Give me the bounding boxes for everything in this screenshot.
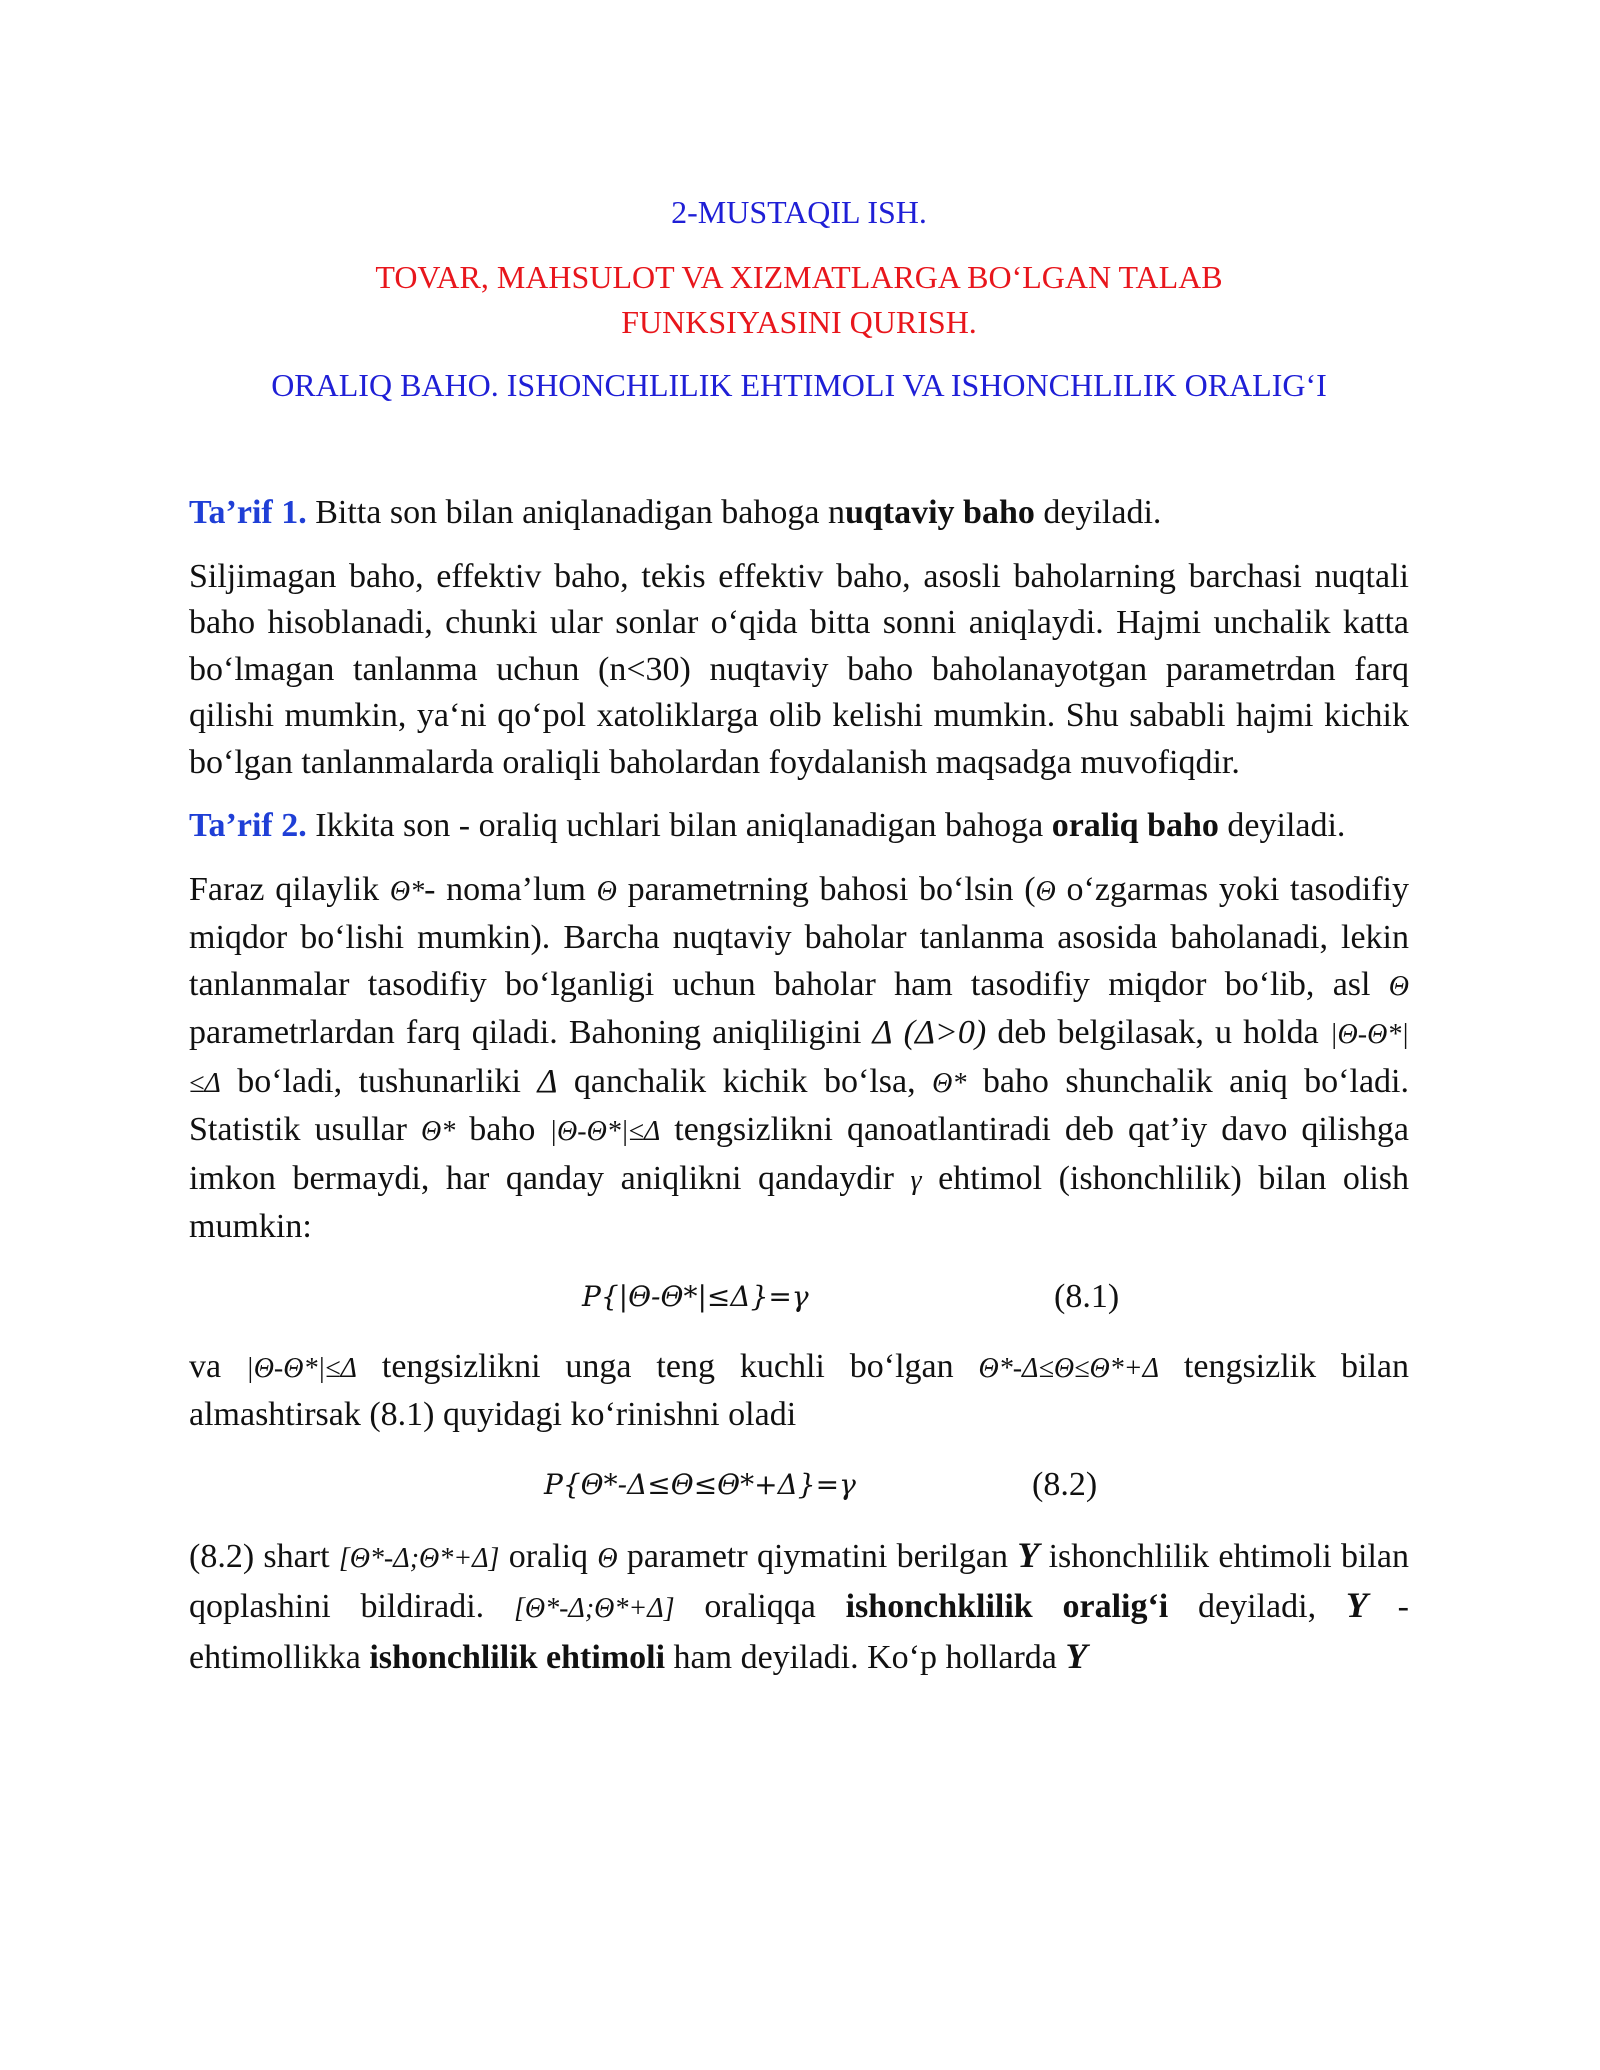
- text-run: o‘zgarmas yoki tasodifiy miqdor bo‘lishi mumkin). Barcha nuqtaviy baholar tanlanma asosida baholanadi, lekin tanlanmalar tasodifiy bo‘lganligi uchun baholar ham tasodifiy miqdor bo‘lib, asl: [189, 870, 1409, 1003]
- definition-2-end: deyiladi.: [1218, 807, 1346, 844]
- equation-8-2-number: (8.2): [1032, 1465, 1098, 1503]
- definition-2-label: Ta’rif 2.: [189, 807, 307, 844]
- equation-8-1-expression: P{|Θ-Θ*|≤Δ}=γ: [582, 1279, 809, 1313]
- equation-8-1: [189, 1268, 1409, 1326]
- definition-1-label: Ta’rif 1.: [189, 494, 307, 531]
- text-run: ham deyiladi. Ko‘p hollarda: [665, 1638, 1066, 1676]
- gamma-capital-symbol: Y: [1065, 1635, 1088, 1676]
- abs-difference-inequality: |Θ-Θ*|≤Δ: [246, 1352, 357, 1384]
- interval-symbol: [Θ*-Δ;Θ*+Δ]: [338, 1542, 500, 1574]
- text-run: parametrlardan farq qiladi. Bahoning aniqliligini: [189, 1014, 873, 1051]
- gamma-capital-symbol: Y: [1345, 1585, 1368, 1625]
- definition-1-term: uqtaviy baho: [844, 494, 1035, 531]
- equation-8-1-number: (8.1): [1054, 1277, 1120, 1315]
- definition-2-term: oraliq baho: [1051, 807, 1219, 844]
- gamma-symbol: γ: [910, 1164, 922, 1196]
- definition-2-text: Ikkita son - oraliq uchlari bilan aniqlanadigan bahoga: [306, 807, 1052, 844]
- text-run: parametrning bahosi bo‘lsin (: [616, 870, 1036, 908]
- text-run: oraliq: [499, 1537, 598, 1575]
- text-run: deyiladi,: [1168, 1588, 1346, 1625]
- equation-8-2-expression: P{Θ*-Δ≤Θ≤Θ*+Δ}=γ: [544, 1467, 856, 1501]
- text-run: oraliqqa: [674, 1588, 846, 1625]
- text-run: - noma’lum: [424, 870, 597, 908]
- definition-2: [189, 803, 1409, 850]
- confidence-interval-term: ishonchklilik oralig‘i: [845, 1588, 1169, 1625]
- text-run: bo‘ladi, tushunarliki: [220, 1062, 538, 1100]
- theta-star-symbol: Θ*: [421, 1116, 456, 1147]
- delta-symbol: Δ: [537, 1062, 558, 1100]
- gamma-capital-symbol: Y: [1017, 1534, 1040, 1575]
- text-run: tengsizlikni qanoatlantiradi deb qat’iy davo qilishga imkon bermaydi, har qanday aniqlikni qandaydir: [189, 1111, 1409, 1197]
- text-run: tengsizlik bilan almashtirsak (8.1) quyidagi ko‘rinishni oladi: [189, 1347, 1409, 1433]
- text-run: parametr qiymatini berilgan: [617, 1537, 1018, 1575]
- text-run: tengsizlikni unga teng kuchli bo‘lgan: [356, 1347, 979, 1385]
- text-run: va: [189, 1347, 246, 1385]
- theta-symbol: Θ: [1388, 970, 1409, 1002]
- interval-symbol: [Θ*-Δ;Θ*+Δ]: [513, 1593, 675, 1624]
- double-inequality: Θ*-Δ≤Θ≤Θ*+Δ: [978, 1352, 1159, 1384]
- text-run: baho shunchalik aniq bo‘ladi. Statistik usullar: [189, 1062, 1409, 1148]
- paragraph-inequality-replacement: [189, 1344, 1409, 1439]
- text-run: - ehtimollikka: [189, 1588, 1410, 1676]
- document-content: [189, 190, 1409, 1698]
- section-title: ORALIQ BAHO. ISHONCHLILIK EHTIMOLI VA ISHONCHLILIK ORALIG‘I: [271, 367, 1327, 403]
- abs-difference-inequality: |Θ-Θ*|≤Δ: [549, 1116, 661, 1147]
- paragraph-confidence-interval: [189, 1532, 1409, 1682]
- assignment-title: 2-MUSTAQIL ISH.: [671, 194, 927, 230]
- paragraph-point-estimates: Siljimagan baho, effektiv baho, tekis effektiv baho, asosli baholarning barchasi nuqtali baho hisoblanadi, chunki ular sonlar o‘qida bitta sonni aniqlaydi. Hajmi unchalik katta bo‘lmagan tanlanma uchun (n<30) nuqtaviy baho baholanayotgan parametrdan farq qilishi mumkin, ya‘ni qo‘pol xatoliklarga olib kelishi mumkin. Shu sababli hajmi kichik bo‘lgan tanlanmalarda oraliqli baholardan foydalanish maqsadga muvofiqdir.: [189, 557, 1409, 781]
- topic-title-line-1: TOVAR, MAHSULOT VA XIZMATLARGA BO‘LGAN TALAB: [375, 259, 1223, 295]
- topic-title-line-2: FUNKSIYASINI QURISH.: [621, 304, 977, 340]
- text-run: deb belgilasak, u holda: [986, 1014, 1330, 1051]
- theta-star-symbol: Θ*: [932, 1067, 967, 1099]
- confidence-probability-term: ishonchlilik ehtimoli: [369, 1638, 666, 1676]
- equation-8-2: [189, 1456, 1409, 1514]
- text-run: ishonchlilik ehtimoli bilan qoplashini bildiradi.: [189, 1537, 1410, 1625]
- abs-difference-inequality: |Θ-Θ*|≤Δ: [189, 1019, 1409, 1099]
- definition-1-text: Bitta son bilan aniqlanadigan bahoga n: [306, 494, 845, 531]
- theta-symbol: Θ: [597, 1542, 618, 1574]
- text-run: Faraz qilaylik: [189, 870, 390, 908]
- definition-1-end: deyiladi.: [1034, 494, 1162, 531]
- theta-star-symbol: Θ*: [389, 875, 425, 907]
- definition-1: [189, 490, 1409, 537]
- text-run: (8.2) shart: [189, 1537, 339, 1575]
- paragraph-estimate-accuracy: [189, 867, 1409, 1251]
- text-run: qanchalik kichik bo‘lsa,: [557, 1062, 933, 1100]
- theta-symbol: Θ: [1035, 875, 1056, 907]
- delta-positive-condition: (Δ>0): [903, 1014, 987, 1051]
- topic-title: [189, 255, 1409, 345]
- delta-symbol: Δ: [872, 1014, 893, 1051]
- theta-symbol: Θ: [596, 875, 617, 907]
- text-run: baho: [455, 1111, 550, 1148]
- text-run: ehtimol (ishonchlilik) bilan olish mumkin:: [189, 1159, 1409, 1245]
